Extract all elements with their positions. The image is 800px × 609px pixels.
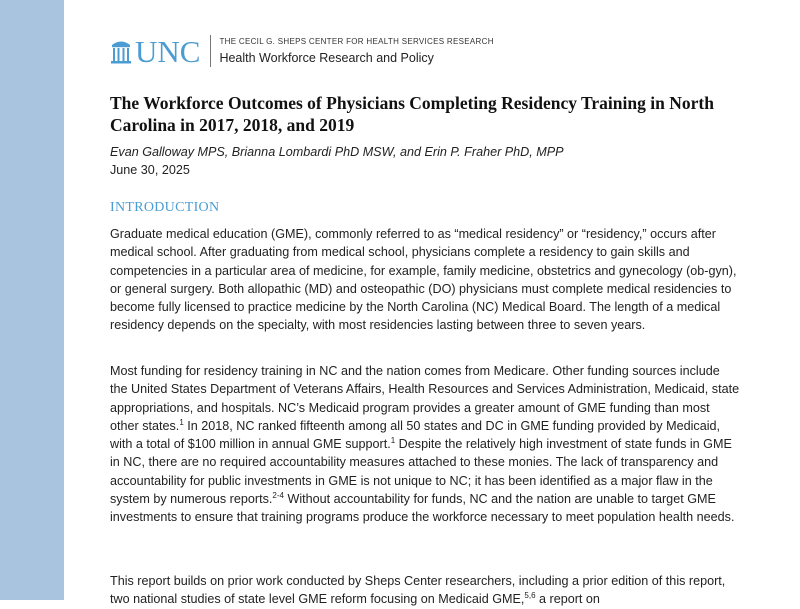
citation-ref: 2-4	[272, 491, 284, 501]
paragraph-text: Without accountability for funds, NC and the nation are unable to target GME investments to ensure that training programs produce the workforce necessary to meet population health needs.	[110, 492, 735, 525]
logo-wordmark: UNC	[135, 33, 201, 69]
paragraph-text: Despite the relatively high investment of state funds in GME in NC, there are no required accountability measures attached to these monies. The lack of transparency and accountability for public investments in GME is not unique to NC; it has been identified as a major flaw in the system by numerous reports.	[110, 437, 732, 507]
left-decorative-band	[0, 0, 64, 600]
document-page	[110, 0, 750, 607]
report-title: The Workforce Outcomes of Physicians Completing Residency Training in North Carolina in 2017, 2018, and 2019	[110, 93, 714, 135]
citation-ref: 1	[390, 436, 396, 446]
citation-ref: 5,6	[524, 591, 536, 601]
report-authors: Evan Galloway MPS, Brianna Lombardi PhD MSW, and Erin P. Fraher PhD, MPP	[110, 145, 564, 159]
paragraph-text: In 2018, NC ranked fifteenth among all 50 states and DC in GME funding provided by Medicaid, with a total of $100 million in annual GME support.	[110, 418, 721, 452]
citation-ref: 1	[179, 417, 184, 427]
header-divider	[210, 35, 211, 67]
center-identity	[219, 37, 493, 65]
program-name: Health Workforce Research and Policy	[219, 51, 434, 65]
center-name: THE CECIL G. SHEPS CENTER FOR HEALTH SERVICES RESEARCH	[219, 37, 494, 46]
paragraph-text: a report on	[535, 592, 600, 607]
section-heading-introduction: INTRODUCTION	[110, 200, 220, 215]
old-well-icon	[110, 37, 132, 65]
intro-paragraph-2	[110, 362, 740, 527]
paragraph-text: This report builds on prior work conducted by Sheps Center researchers, including a prior edition of this report, two national studies of state level GME reform focusing on Medicaid GME,	[110, 574, 726, 607]
intro-paragraph-3	[110, 572, 740, 609]
report-date: June 30, 2025	[110, 163, 190, 177]
intro-paragraph-1: Graduate medical education (GME), commonly referred to as “medical residency” or “residency,” occurs after medical school. After graduating from medical school, physicians complete a residency to gain skills and competencies in a particular area of medicine, for example, family medicine, obstetrics and gynecology (ob-gyn), or general surgery. Both allopathic (MD) and osteopathic (DO) physicians must complete medical residencies to become fully licensed to practice medicine by the North Carolina (NC) Medical Board. The length of a medical residency depends on the specialty, with most residencies lasting between three to seven years.	[110, 227, 737, 333]
unc-logo	[110, 33, 201, 69]
report-header	[110, 34, 494, 68]
paragraph-text: Most funding for residency training in NC and the nation comes from Medicare. Other funding sources include the United States Department of Veterans Affairs, Health Resources and Services Administration, Medicaid, state appropriations, and hospitals. NC’s Medicaid program provides a greater amount of GME funding than most other states.	[110, 364, 740, 433]
